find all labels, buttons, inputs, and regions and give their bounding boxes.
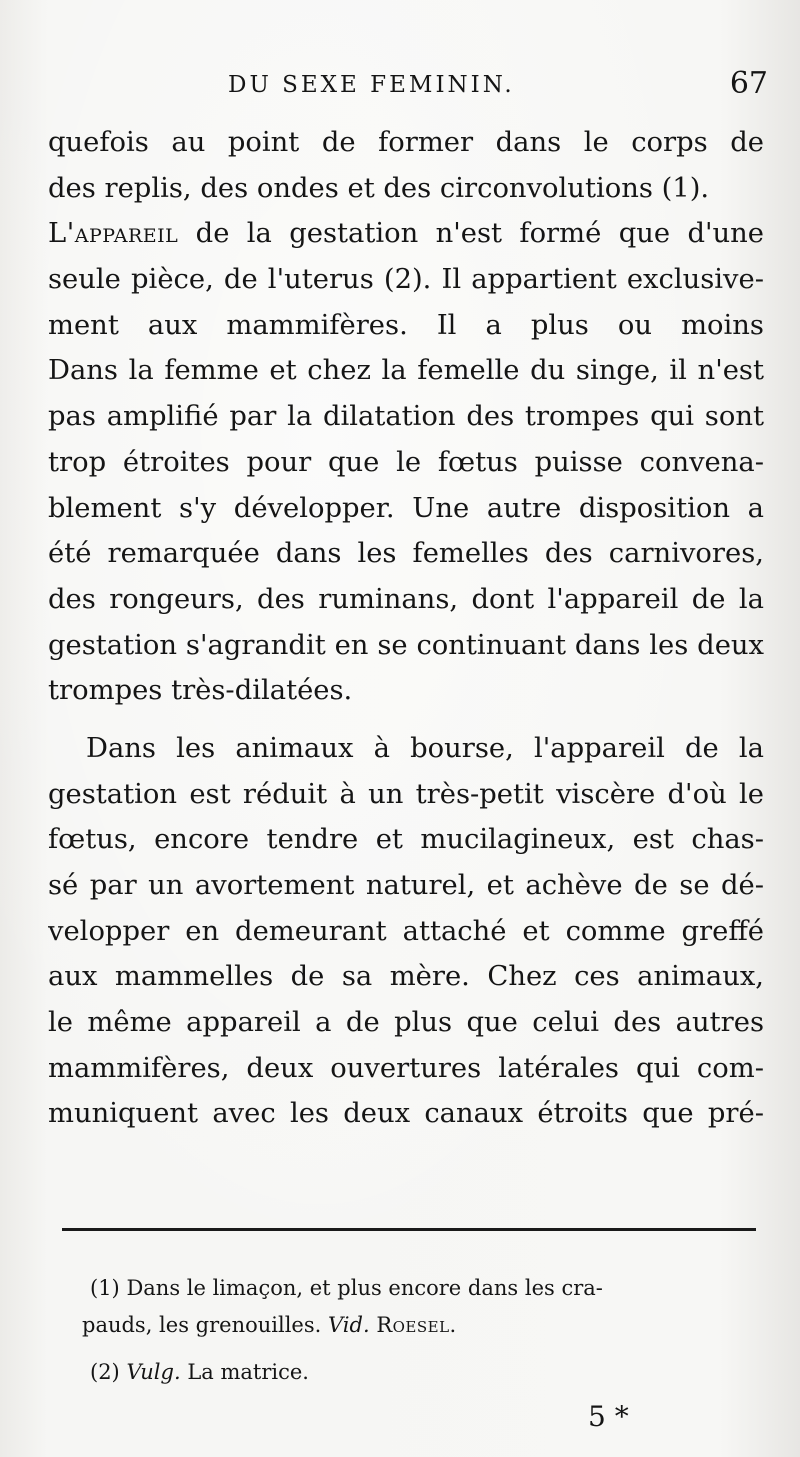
text-line: des replis, des ondes et des circonvolutions (1). (48, 172, 710, 204)
footnote-vulg: Vulg. (126, 1360, 181, 1384)
footnote-text: pauds, les grenouilles. (82, 1313, 322, 1337)
lead-small-caps: L'appareil (48, 218, 179, 250)
footnotes (82, 1270, 760, 1391)
page-number: 67 (729, 66, 768, 101)
footnote-1 (90, 1270, 760, 1307)
text-line: pas amplifié par la dilatation des trompes qui sont (48, 401, 764, 433)
text-line: le même appareil a de plus que celui des autres (48, 1007, 764, 1039)
text-line: sé par un avortement naturel, et achève de se dé- (48, 870, 764, 901)
text-line: seule pièce, de l'uterus (2). Il appartient exclusive- (48, 264, 764, 296)
text-line: quefois au point de former dans le corps de (48, 127, 764, 158)
text-line: fœtus, encore tendre et mucilagineux, est chas- (48, 824, 764, 856)
footnote-author: Roesel. (376, 1313, 457, 1337)
text-line (48, 211, 764, 257)
text-line: mammifères, deux ouvertures latérales qui com- (48, 1052, 764, 1084)
printer-signature: 5 * (588, 1400, 629, 1433)
text-line: velopper en demeurant attaché et comme greffé (48, 915, 764, 947)
text-line: été remarquée dans les femelles des carnivores, (48, 538, 764, 570)
text-line: muniquent avec les deux canaux étroits que pré- (48, 1098, 764, 1130)
footnote-vid: Vid. (327, 1313, 370, 1337)
text-line: trop étroites pour que le fœtus puisse convena- (48, 446, 764, 478)
footnote-1-continued (82, 1307, 760, 1344)
running-head: DU SEXE FEMININ. (228, 72, 515, 98)
footnote-mark: (2) (90, 1360, 120, 1384)
text-line: ment aux mammifères. Il a plus ou moins (48, 309, 764, 341)
text-line: Dans les animaux à bourse, l'appareil de la (86, 732, 764, 764)
text-line: des rongeurs, des ruminans, dont l'appareil de la (48, 583, 764, 615)
text-line: gestation est réduit à un très-petit viscère d'où le (48, 778, 764, 810)
text-line: gestation s'agrandit en se continuant dans les deux (48, 629, 764, 661)
footnote-mark: (1) (90, 1276, 120, 1300)
text-line: Dans la femme et chez la femelle du singe, il n'est (48, 355, 764, 387)
text-line: blement s'y développer. Une autre disposition a (48, 492, 764, 524)
text-line: trompes très-dilatées. (48, 675, 353, 707)
page-header (48, 66, 768, 106)
text-line: aux mammelles de sa mère. Chez ces animaux, (48, 961, 764, 993)
footnote-text: La matrice. (187, 1360, 309, 1384)
main-text (48, 120, 764, 1137)
footnote-2 (90, 1354, 760, 1391)
footnote-text: Dans le limaçon, et plus encore dans les cra- (126, 1276, 603, 1300)
footnote-rule (62, 1228, 756, 1231)
paragraph-gap (48, 714, 764, 726)
text-line-rest: de la gestation n'est formé que d'une (195, 218, 764, 250)
